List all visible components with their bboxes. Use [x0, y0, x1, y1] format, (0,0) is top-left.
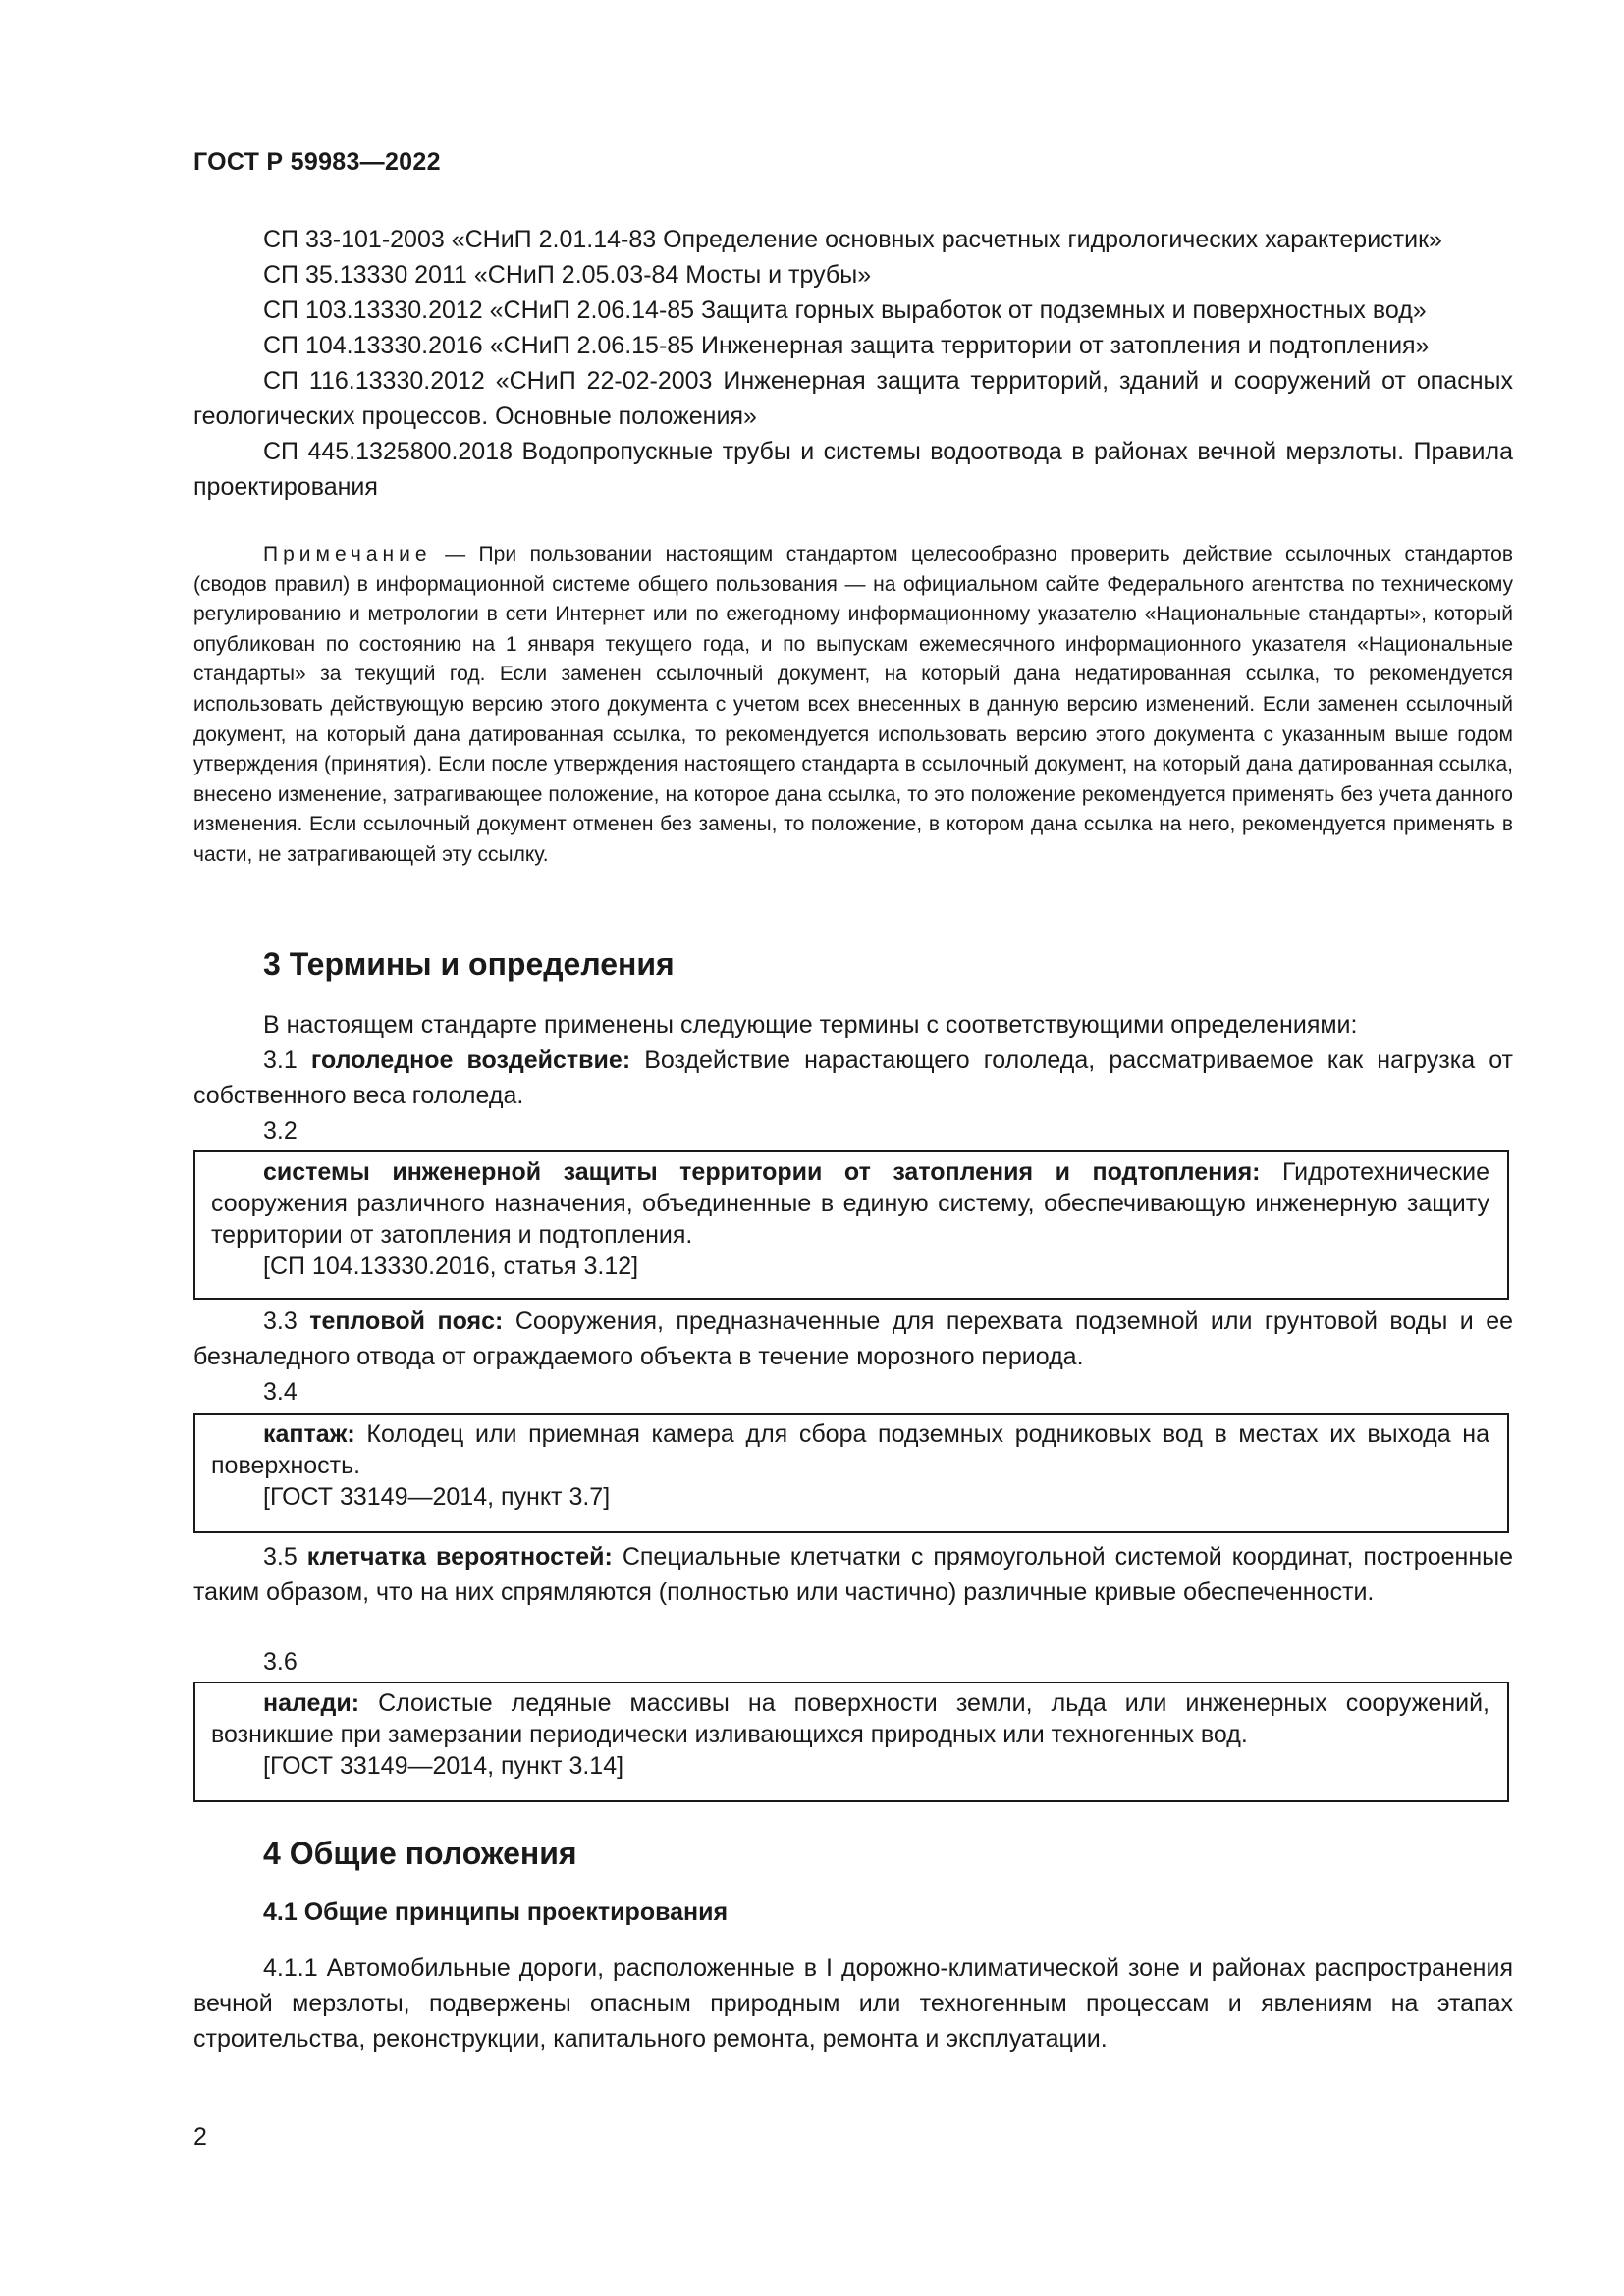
term-name: клетчатка вероятностей:	[306, 1543, 613, 1571]
reference-item: СП 445.1325800.2018 Водопропускные трубы и системы водоотвода в районах вечной мерзлоты. Правила проектирования	[193, 438, 1513, 501]
section-3-title: 3 Термины и определения	[263, 946, 675, 982]
reference-item: СП 104.13330.2016 «СНиП 2.06.15-85 Инженерная защита территории от затопления и подтопления»	[263, 332, 1430, 359]
section-3-intro-block	[193, 1007, 1513, 1113]
term-definition: Слоистые ледяные массивы на поверхности земли, льда или инженерных сооружений, возникшие при замерзании периодически изливающихся природных или техногенных вод.	[211, 1689, 1489, 1748]
term-name: гололедное воздействие:	[310, 1046, 631, 1074]
term-definition: Колодец или приемная камера для сбора подземных родниковых вод в местах их выхода на поверхность.	[211, 1420, 1489, 1479]
term-3-6	[211, 1687, 1489, 1750]
references-list	[193, 222, 1513, 505]
term-definition: Гидротехнические сооружения различного назначения, объединенные в единую систему, обеспечивающую инженерную защиту территории от затопления и подтопления.	[211, 1158, 1489, 1249]
term-3-1: 3.1 гололедное воздействие: Воздействие нарастающего гололеда, рассматриваемое как нагрузка от собственного веса гололеда.	[193, 1046, 1513, 1109]
term-3-5: 3.5 клетчатка вероятностей: Специальные клетчатки с прямоугольной системой координат, построенные таким образом, что на них спрямляются (полностью или частично) различные кривые обеспеченности.	[193, 1543, 1514, 1606]
term-3-5-block	[193, 1539, 1513, 1610]
term-source: [ГОСТ 33149—2014, пункт 3.7]	[263, 1483, 611, 1511]
paragraph-4-1-1-block	[193, 1950, 1513, 2056]
term-name: системы инженерной защиты территории от затопления и подтопления:	[263, 1158, 1261, 1186]
term-3-2-box	[193, 1150, 1509, 1300]
term-3-4-box	[193, 1413, 1509, 1533]
reference-item: СП 35.13330 2011 «СНиП 2.05.03-84 Мосты и трубы»	[263, 261, 872, 289]
term-3-6-box	[193, 1682, 1509, 1802]
paragraph-4-1-1: 4.1.1 Автомобильные дороги, расположенные в I дорожно-климатической зоне и районах распространения вечной мерзлоты, подвержены опасным природным или техногенным процессам и явлениям на этапах строительства, реконструкции, капитального ремонта, ремонта и эксплуатации.	[193, 1954, 1513, 2053]
term-definition: Воздействие нарастающего гололеда, рассматриваемое как нагрузка от собственного веса гололеда.	[193, 1046, 1513, 1109]
subsection-4-1-title: 4.1 Общие принципы проектирования	[263, 1898, 729, 1926]
term-3-6-number: 3.6	[263, 1648, 298, 1676]
term-3-2-number: 3.2	[263, 1117, 298, 1145]
section-3-intro: В настоящем стандарте применены следующие термины с соответствующими определениями:	[263, 1011, 1358, 1039]
standard-header: ГОСТ Р 59983—2022	[193, 148, 441, 176]
term-3-2	[211, 1156, 1489, 1251]
section-4-title: 4 Общие положения	[263, 1836, 577, 1871]
term-name: наледи:	[263, 1689, 360, 1717]
term-name: тепловой пояс:	[309, 1308, 504, 1335]
note-paragraph	[193, 540, 1513, 871]
term-source: [ГОСТ 33149—2014, пункт 3.14]	[263, 1752, 624, 1780]
term-3-4-number: 3.4	[263, 1378, 298, 1406]
term-name: каптаж:	[263, 1420, 355, 1448]
term-3-4	[211, 1418, 1489, 1481]
reference-item: СП 103.13330.2012 «СНиП 2.06.14-85 Защита горных выработок от подземных и поверхностных вод»	[263, 296, 1427, 324]
note-label: Примечание	[263, 543, 432, 565]
reference-item: СП 116.13330.2012 «СНиП 22-02-2003 Инженерная защита территорий, зданий и сооружений от опасных геологических процессов. Основные положения»	[193, 367, 1513, 430]
page-number: 2	[193, 2123, 207, 2151]
note-text: — При пользовании настоящим стандартом целесообразно проверить действие ссылочных стандартов (сводов правил) в информационной системе общего пользования — на официальном сайте Федерального агентства по техническому регулированию и метрологии в сети Интернет или по ежегодному информационному указателю «Национальные стандарты», который опубликован по состоянию на 1 января текущего года, и по выпускам ежемесячного информационного указателя «Национальные стандарты» за текущий год. Если заменен ссылочный документ, на который дана недатированная ссылка, то рекомендуется использовать действующую версию этого документа с учетом всех внесенных в данную версию изменений. Если заменен ссылочный документ, на который дана датированная ссылка, то рекомендуется использовать версию этого документа с указанным выше годом утверждения (принятия). Если после утверждения настоящего стандарта в ссылочный документ, на который дана датированная ссылка, внесено изменение, затрагивающее положение, на которое дана ссылка, то это положение рекомендуется применять без учета данного изменения. Если ссылочный документ отменен без замены, то положение, в котором дана ссылка на него, рекомендуется применять в части, не затрагивающей эту ссылку.	[193, 543, 1513, 866]
reference-item: СП 33-101-2003 «СНиП 2.01.14-83 Определение основных расчетных гидрологических характеристик»	[263, 226, 1442, 253]
term-definition: Специальные клетчатки с прямоугольной системой координат, построенные таким образом, что на них спрямляются (полностью или частично) различные кривые обеспеченности.	[193, 1543, 1514, 1606]
term-source: [СП 104.13330.2016, статья 3.12]	[263, 1253, 639, 1280]
term-definition: Сооружения, предназначенные для перехвата подземной или грунтовой воды и ее безналедного отвода от ограждаемого объекта в течение морозного периода.	[193, 1308, 1514, 1370]
term-3-3-block	[193, 1304, 1513, 1374]
term-3-3: 3.3 тепловой пояс: Сооружения, предназначенные для перехвата подземной или грунтовой воды и ее безналедного отвода от ограждаемого объекта в течение морозного периода.	[193, 1308, 1514, 1370]
